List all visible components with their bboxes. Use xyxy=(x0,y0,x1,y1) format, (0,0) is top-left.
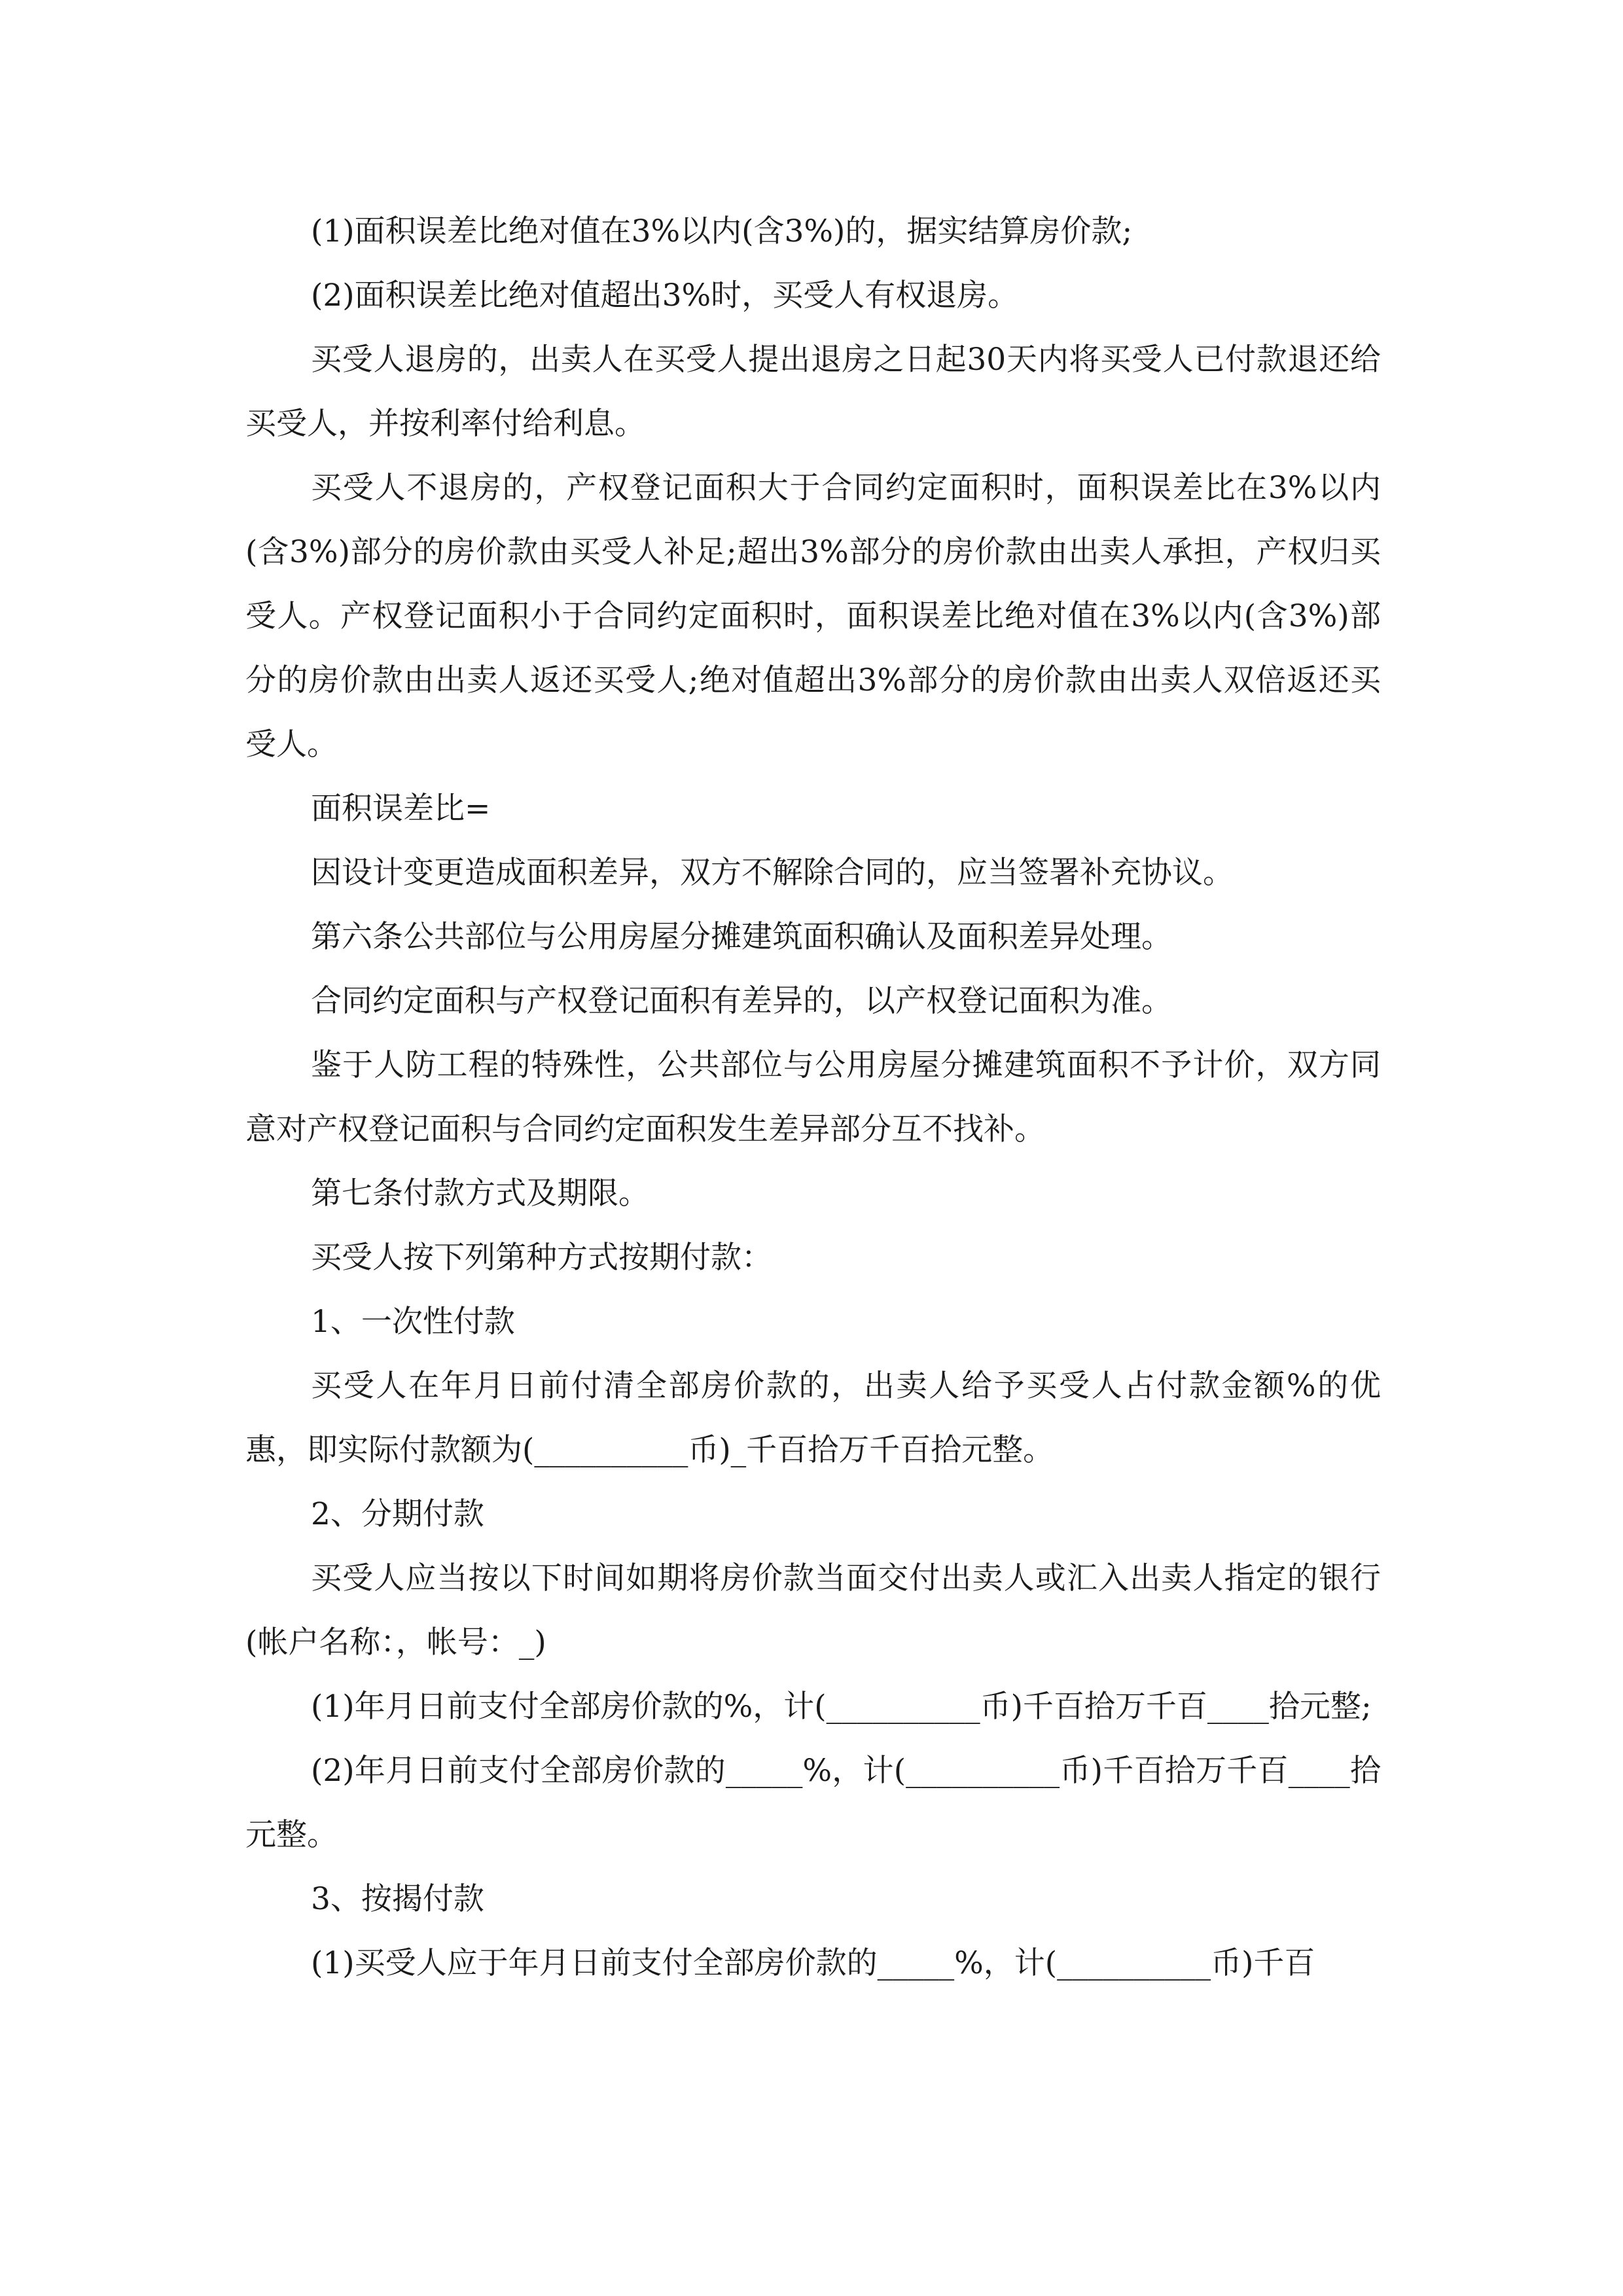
clause-text: 买受人应当按以下时间如期将房价款当面交付出卖人或汇入出卖人指定的银行(帐户名称：，帐号：_) xyxy=(245,1560,1381,1660)
clause-text: 因设计变更造成面积差异，双方不解除合同的，应当签署补充协议。 xyxy=(311,855,1234,891)
subsection-heading: 3、按揭付款 xyxy=(311,1881,484,1917)
article-heading: 第六条公共部位与公用房屋分摊建筑面积确认及面积差异处理。 xyxy=(311,919,1172,955)
clause-text: 买受人按下列第种方式按期付款： xyxy=(311,1240,772,1276)
clause-text: 买受人退房的，出卖人在买受人提出退房之日起30天内将买受人已付款退还给买受人，并按利率付给利息。 xyxy=(245,342,1381,442)
clause-text: (1)年月日前支付全部房价款的%，计(__________币)千百拾万千百____拾元整; xyxy=(311,1689,1372,1725)
clause-text: (2)面积误差比绝对值超出3%时，买受人有权退房。 xyxy=(311,278,1019,314)
formula-label: 面积误差比= xyxy=(311,791,491,827)
subsection-heading: 2、分期付款 xyxy=(311,1496,484,1532)
clause-text: 合同约定面积与产权登记面积有差异的，以产权登记面积为准。 xyxy=(311,983,1172,1019)
clause-text: (1)面积误差比绝对值在3%以内(含3%)的，据实结算房价款; xyxy=(311,213,1133,249)
clause-text: 鉴于人防工程的特殊性，公共部位与公用房屋分摊建筑面积不予计价，双方同意对产权登记面积与合同约定面积发生差异部分互不找补。 xyxy=(245,1047,1381,1147)
clause-text: (2)年月日前支付全部房价款的_____%，计(__________币)千百拾万千百____拾元整。 xyxy=(245,1753,1382,1853)
clause-text: 买受人在年月日前付清全部房价款的，出卖人给予买受人占付款金额%的优惠，即实际付款额为(__________币)_千百拾万千百拾元整。 xyxy=(245,1368,1381,1468)
subsection-heading: 1、一次性付款 xyxy=(311,1304,515,1340)
clause-text: (1)买受人应于年月日前支付全部房价款的_____%，计(__________币)千百 xyxy=(311,1945,1315,1981)
article-heading: 第七条付款方式及期限。 xyxy=(311,1175,649,1211)
document-page xyxy=(245,200,1381,1996)
clause-text: 买受人不退房的，产权登记面积大于合同约定面积时，面积误差比在3%以内(含3%)部分的房价款由买受人补足;超出3%部分的房价款由出卖人承担，产权归买受人。产权登记面积小于合同约定面积时，面积误差比绝对值在3%以内(含3%)部分的房价款由出卖人返还买受人;绝对值超出3%部分的房价款由出卖人双倍返还买受人。 xyxy=(245,470,1381,762)
